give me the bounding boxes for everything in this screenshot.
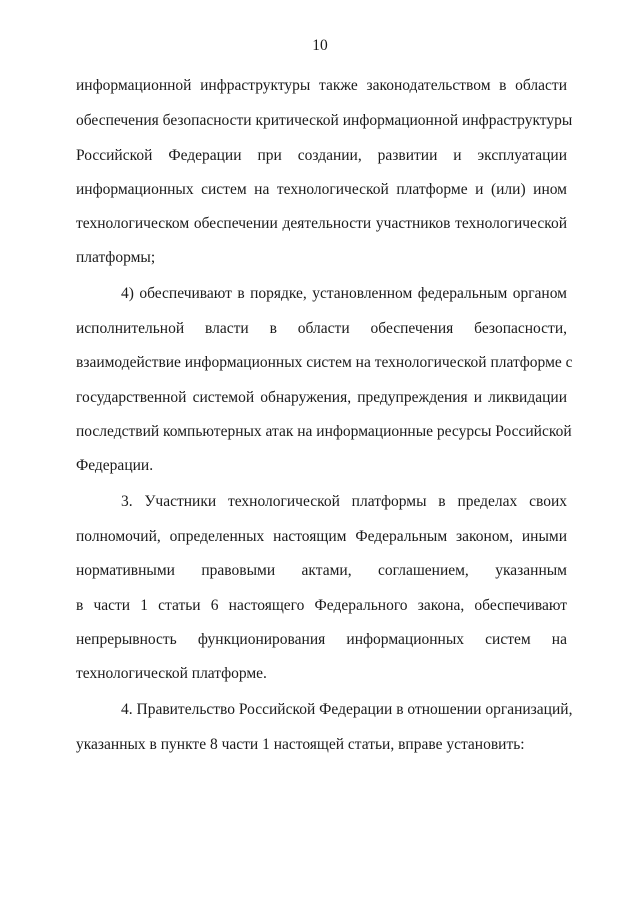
text-line: Российской Федерации при создании, развитии и эксплуатации	[76, 147, 567, 164]
text-line: информационных систем на технологической платформе и (или) ином	[76, 181, 567, 198]
text-line: непрерывность функционирования информационных систем на	[76, 631, 567, 648]
text-line: платформы;	[76, 249, 156, 266]
text-line: 3. Участники технологической платформы в пределах своих	[121, 493, 567, 510]
text-line: последствий компьютерных атак на информационные ресурсы Российской	[76, 423, 572, 440]
text-line: технологическом обеспечении деятельности участников технологической	[76, 215, 567, 232]
text-line: Федерации.	[76, 457, 154, 474]
text-line: 4. Правительство Российской Федерации в отношении организаций,	[121, 701, 573, 718]
text-line: исполнительной власти в области обеспечения безопасности,	[76, 320, 567, 337]
text-line: 4) обеспечивают в порядке, установленном федеральным органом	[121, 285, 567, 302]
text-line: полномочий, определенных настоящим Федеральным законом, иными	[76, 528, 567, 545]
text-line: указанных в пункте 8 части 1 настоящей статьи, вправе установить:	[76, 736, 525, 753]
text-line: нормативными правовыми актами, соглашением, указанным	[76, 562, 567, 579]
text-line: технологической платформе.	[76, 665, 267, 682]
text-line: обеспечения безопасности критической информационной инфраструктуры	[76, 112, 573, 129]
text-line: государственной системой обнаружения, предупреждения и ликвидации	[76, 389, 567, 406]
text-line: в части 1 статьи 6 настоящего Федерального закона, обеспечивают	[76, 597, 567, 614]
text-line: взаимодействие информационных систем на технологической платформе с	[76, 354, 573, 371]
page-number: 10	[312, 37, 328, 54]
text-line: информационной инфраструктуры также законодательством в области	[76, 77, 567, 94]
